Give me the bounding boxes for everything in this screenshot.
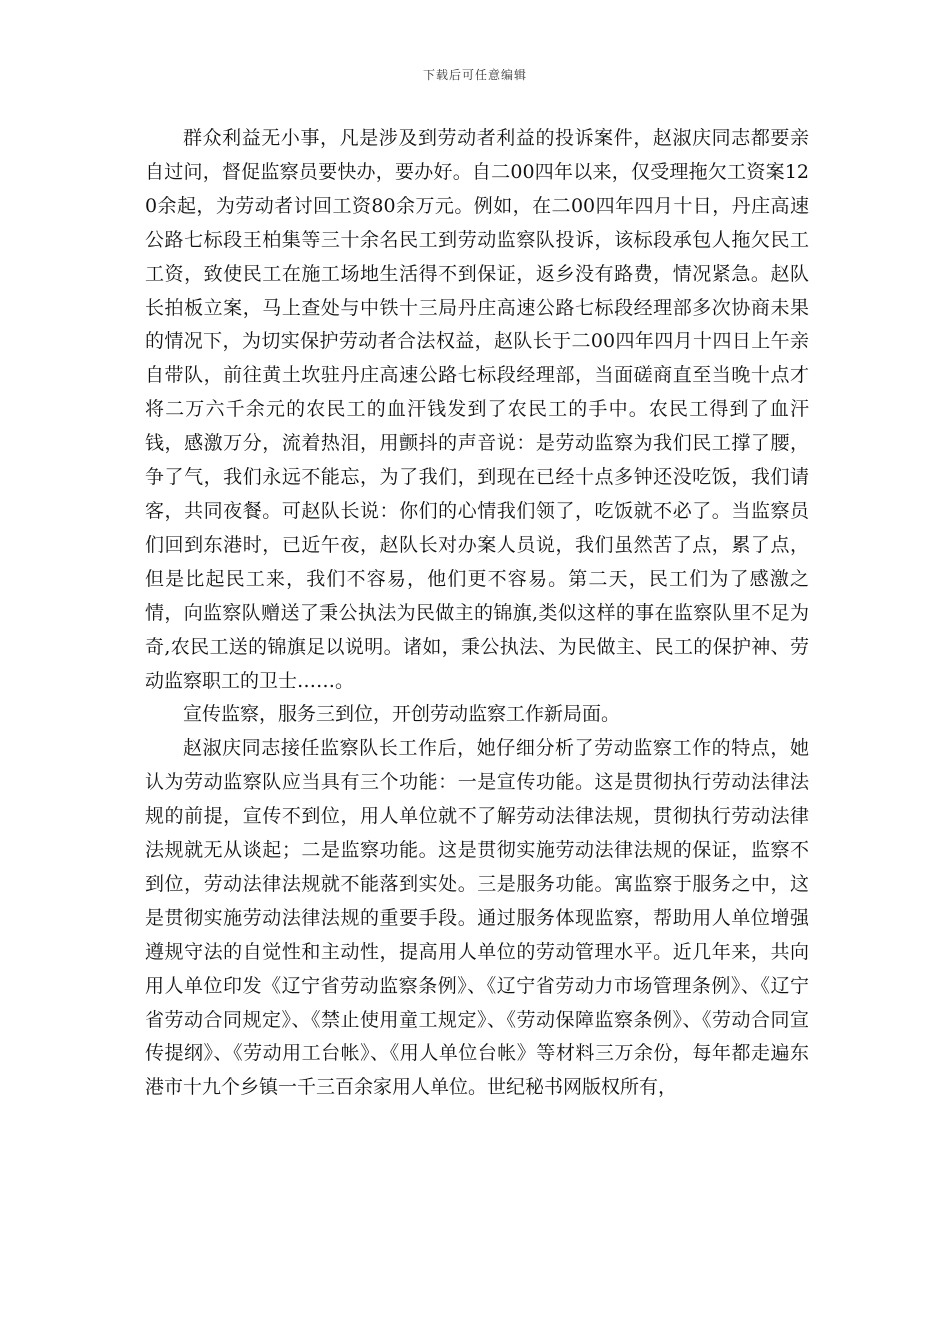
document-body xyxy=(145,122,809,1105)
paragraph-section-heading: 宣传监察，服务三到位，开创劳动监察工作新局面。 xyxy=(183,703,621,726)
paragraph-complaint-cases: 群众利益无小事，凡是涉及到劳动者利益的投诉案件，赵淑庆同志都要亲自过问，督促监察员要快办，要办好。自二00四年以来，仅受理拖欠工资案120余起，为劳动者讨回工资80余万元。例如，在二00四年四月十日，丹庄高速公路七标段王柏集等三十余名民工到劳动监察队投诉，该标段承包人拖欠民工工资，致使民工在施工场地生活得不到保证，返乡没有路费，情况紧急。赵队长拍板立案，马上查处与中铁十三局丹庄高速公路七标段经理部多次协商未果的情况下，为切实保护劳动者合法权益，赵队长于二00四年四月十四日上午亲自带队，前往黄土坎驻丹庄高速公路七标段经理部，当面磋商直至当晚十点才将二万六千余元的农民工的血汗钱发到了农民工的手中。农民工得到了血汗钱，感激万分，流着热泪，用颤抖的声音说：是劳动监察为我们民工撑了腰，争了气，我们永远不能忘，为了我们，到现在已经十点多钟还没吃饭，我们请客，共同夜餐。可赵队长说：你们的心情我们领了，吃饭就不必了。当监察员们回到东港时，已近午夜，赵队长对办案人员说，我们虽然苦了点，累了点，但是比起民工来，我们不容易，他们更不容易。第二天，民工们为了感激之情，向监察队赠送了秉公执法为民做主的锦旗,类似这样的事在监察队里不足为奇,农民工送的锦旗足以说明。诸如，秉公执法、为民做主、民工的保护神、劳动监察职工的卫士……。 xyxy=(145,127,809,692)
page-header: 下载后可任意编辑 xyxy=(422,68,527,82)
paragraph-three-functions: 赵淑庆同志接任监察队长工作后，她仔细分析了劳动监察工作的特点，她认为劳动监察队应当具有三个功能：一是宣传功能。这是贯彻执行劳动法律法规的前提，宣传不到位，用人单位就不了解劳动法律法规，贯彻执行劳动法律法规就无从谈起；二是监察功能。这是贯彻实施劳动法律法规的保证，监察不到位，劳动法律法规就不能落到实处。三是服务功能。寓监察于服务之中，这是贯彻实施劳动法律法规的重要手段。通过服务体现监察，帮助用人单位增强遵规守法的自觉性和主动性，提高用人单位的劳动管理水平。近几年来，共向用人单位印发《辽宁省劳动监察条例》、《辽宁省劳动力市场管理条例》、《辽宁省劳动合同规定》、《禁止使用童工规定》、《劳动保障监察条例》、《劳动合同宣传提纲》、《劳动用工台帐》、《用人单位台帐》等材料三万余份，每年都走遍东港市十九个乡镇一千三百余家用人单位。世纪秘书网版权所有， xyxy=(145,737,809,1099)
